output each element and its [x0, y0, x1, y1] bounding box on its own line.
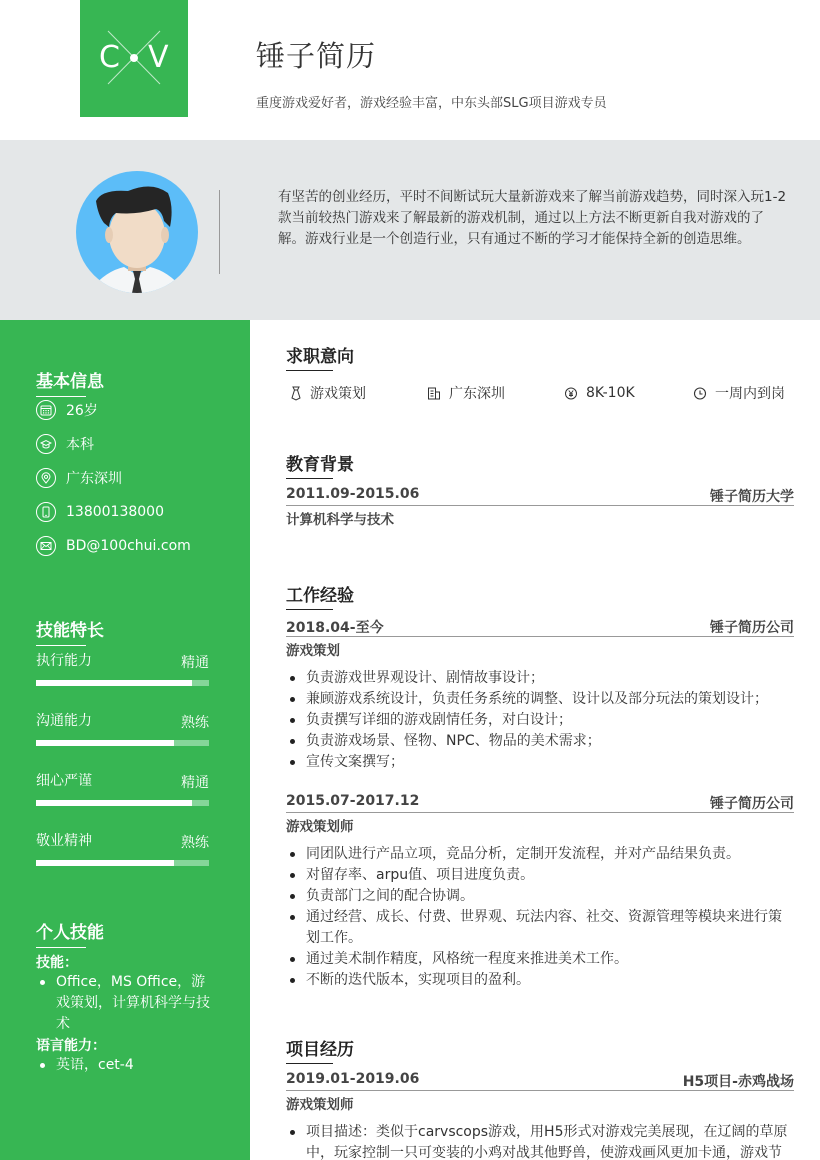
skills-heading: 技能特长	[36, 616, 104, 641]
education-heading: 教育背景	[286, 450, 354, 475]
info-location-text: 广东深圳	[66, 471, 122, 487]
language-list-item: 英语，cet-4	[36, 1055, 216, 1076]
project-date: 2019.01-2019.06	[286, 1071, 420, 1087]
skill-progress-fill	[36, 800, 192, 806]
info-email	[36, 536, 191, 556]
avatar-person-icon	[76, 171, 198, 293]
resume-header	[0, 0, 820, 140]
work-date: 2018.04-至今	[286, 620, 384, 636]
job-intent-heading: 求职意向	[286, 342, 354, 367]
job-availability-text: 一周内到岗	[715, 386, 785, 402]
language-label: 语言能力：	[36, 1038, 106, 1054]
duty-item: 对留存率、arpu值、项目进度负责。	[286, 865, 794, 886]
work-role: 游戏策划	[286, 643, 340, 659]
work-role: 游戏策划师	[286, 819, 354, 835]
skill-level: 精通	[181, 655, 209, 671]
job-position	[290, 381, 366, 405]
info-phone-text[interactable]: 13800138000	[66, 504, 164, 520]
job-city-text: 广东深圳	[449, 386, 505, 402]
work-duties-list	[286, 844, 794, 991]
clock-icon	[693, 386, 707, 400]
basic-info-heading: 基本信息	[36, 367, 104, 392]
skill-name: 敬业精神	[36, 833, 92, 849]
sidebar	[0, 320, 250, 1160]
logo-letter-v: V	[148, 40, 169, 75]
job-position-text: 游戏策划	[310, 386, 366, 402]
project-entry-header	[286, 1069, 794, 1091]
skill-level: 精通	[181, 775, 209, 791]
avatar	[76, 171, 198, 293]
duty-item: 同团队进行产品立项，竞品分析，定制开发流程，并对产品结果负责。	[286, 844, 794, 865]
education-entry-header	[286, 484, 794, 506]
work-date: 2015.07-2017.12	[286, 793, 420, 809]
education-school: 锤子简历大学	[710, 489, 794, 505]
info-age	[36, 400, 98, 420]
personal-skills-heading: 个人技能	[36, 918, 104, 943]
building-icon	[427, 386, 441, 400]
work-heading: 工作经验	[286, 581, 354, 606]
info-degree-text: 本科	[66, 437, 94, 453]
skill-level: 熟练	[181, 835, 209, 851]
duty-item: 不断的迭代版本，实现项目的盈利。	[286, 970, 794, 991]
resume-tagline: 重度游戏爱好者，游戏经验丰富，中东头部SLG项目游戏专员	[256, 96, 607, 111]
projects-heading: 项目经历	[286, 1035, 354, 1060]
graduation-cap-icon	[36, 434, 56, 454]
skill-name: 沟通能力	[36, 713, 92, 729]
skill-progress-fill	[36, 680, 192, 686]
duty-item: 通过美术制作精度，风格统一程度来推进美术工作。	[286, 949, 794, 970]
skill-progress-fill	[36, 740, 174, 746]
duty-item: 负责撰写详细的游戏剧情任务，对白设计；	[286, 710, 794, 731]
duty-item: 负责部门之间的配合协调。	[286, 886, 794, 907]
job-city	[427, 381, 505, 405]
intro-divider	[219, 190, 220, 274]
work-entry-header	[286, 615, 794, 637]
job-salary-text: 8K-10K	[586, 385, 635, 401]
location-pin-icon	[36, 468, 56, 488]
duty-item: 通过经营、成长、付费、世界观、玩法内容、社交、资源管理等模块来进行策划工作。	[286, 907, 794, 949]
project-role: 游戏策划师	[286, 1097, 354, 1113]
duty-item: 负责游戏世界观设计、剧情故事设计；	[286, 668, 794, 689]
info-location	[36, 468, 122, 488]
tie-icon	[290, 385, 302, 401]
duty-item: 宣传文案撰写；	[286, 752, 794, 773]
work-company: 锤子简历公司	[710, 796, 794, 812]
info-email-text[interactable]: BD@100chui.com	[66, 538, 191, 554]
project-detail-item: 项目描述：类似于carvscops游戏，用H5形式对游戏完美展现，在辽阔的草原中，玩家控制一只可变装的小鸡对战其他野兽，使游戏画风更加卡通，游戏节	[286, 1122, 794, 1160]
self-summary: 有坚苦的创业经历，平时不间断试玩大量新游戏来了解当前游戏趋势，同时深入玩1-2款当前较热门游戏来了解最新的游戏机制，通过以上方法不断更新自我对游戏的了解。游戏行业是一个创造行业，只有通过不断的学习才能保持全新的创造思维。	[278, 189, 787, 247]
education-date: 2011.09-2015.06	[286, 486, 420, 502]
skill-name: 执行能力	[36, 653, 92, 669]
language-list	[36, 1055, 216, 1076]
skills-label: 技能：	[36, 955, 78, 971]
skills-list-item: Office，MS Office，游戏策划，计算机科学与技术	[36, 972, 216, 1035]
work-entry-header	[286, 791, 794, 813]
skill-progress-bar	[36, 860, 209, 866]
skill-level: 熟练	[181, 715, 209, 731]
duty-item: 负责游戏场景、怪物、NPC、物品的美术需求；	[286, 731, 794, 752]
project-details-list	[286, 1122, 794, 1160]
cv-logo	[80, 0, 188, 117]
yen-icon	[564, 386, 578, 400]
info-phone	[36, 502, 164, 522]
info-age-text: 26岁	[66, 403, 98, 419]
work-company: 锤子简历公司	[710, 620, 794, 636]
info-degree	[36, 434, 94, 454]
education-major: 计算机科学与技术	[286, 512, 394, 528]
duty-item: 兼顾游戏系统设计，负责任务系统的调整、设计以及部分玩法的策划设计；	[286, 689, 794, 710]
skill-progress-fill	[36, 860, 174, 866]
skill-name: 细心严谨	[36, 773, 92, 789]
skill-progress-bar	[36, 680, 209, 686]
job-salary	[564, 381, 635, 405]
logo-cross-icon	[80, 0, 188, 117]
phone-icon	[36, 502, 56, 522]
mail-icon	[36, 536, 56, 556]
project-name: H5项目-赤鸡战场	[682, 1074, 794, 1090]
logo-letter-c: C	[99, 40, 120, 75]
job-availability	[693, 381, 785, 405]
skills-list	[36, 972, 216, 1035]
resume-name: 锤子简历	[256, 39, 377, 73]
work-duties-list	[286, 668, 794, 773]
skill-progress-bar	[36, 800, 209, 806]
skill-progress-bar	[36, 740, 209, 746]
calendar-icon	[36, 400, 56, 420]
